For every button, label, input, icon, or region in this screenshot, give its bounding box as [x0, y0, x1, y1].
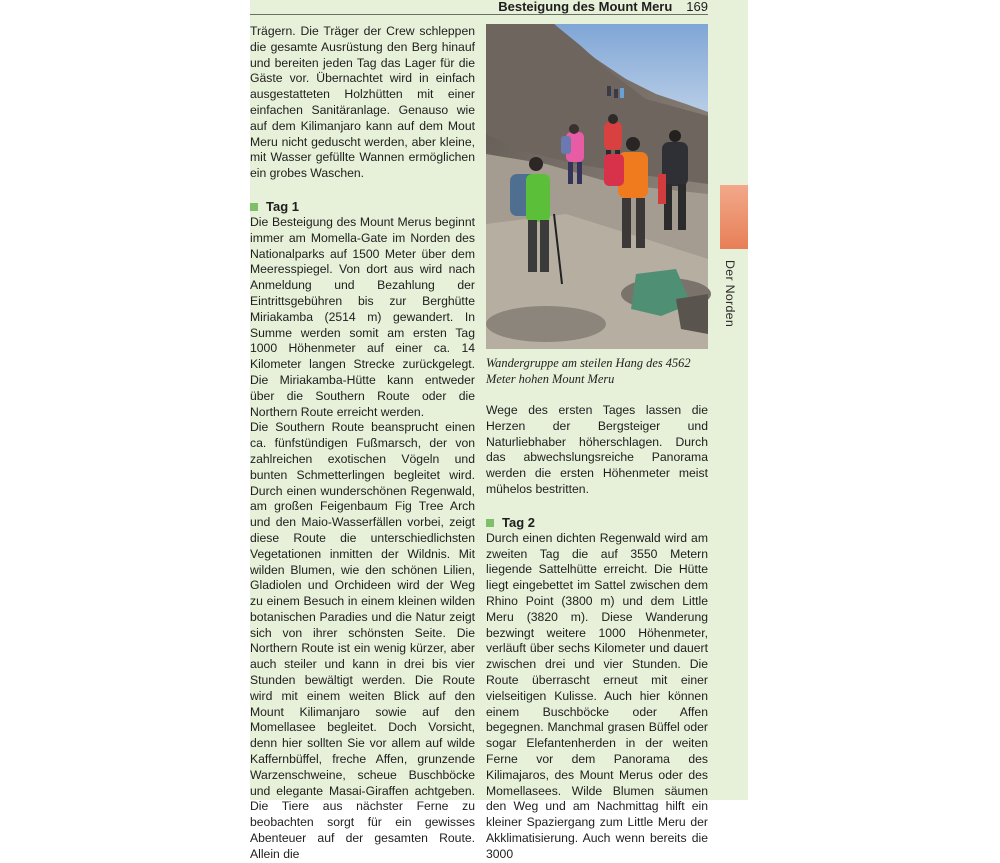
paragraph-continuation: Wege des ersten Tages lassen die Herzen der Bergsteiger und Naturliebhaber höherschlagen. Durch das abwechslungsreiche Panorama werden die ersten Höhenmeter meist mühelos bestritten.	[486, 403, 708, 496]
section-heading-text: Tag 2	[502, 514, 535, 530]
book-page	[250, 0, 748, 861]
section-heading-tag-1	[250, 199, 475, 215]
running-header	[250, 0, 708, 15]
paragraph-tag-2: Durch einen dichten Regenwald wird am zweiten Tag die auf 3550 Metern liegende Sattelhütte erreicht. Die Hütte liegt eingebettet im Sattel zwischen dem Rhino Point (3800 m) und dem Little Meru (3820 m). Diese Wanderung bezwingt weitere 1000 Höhenmeter, verläuft über sechs Kilometer und dauert zwischen drei und vier Stunden. Die Route überrascht erneut mit einer vielseitigen Kulisse. Auch hier können einem Buschböcke oder Affen begegnen. Manchmal grasen Büffel oder sogar Elefantenherden in der weiten Ferne vor dem Panorama des Kilimajaros, des Mount Merus oder des Momellasees. Wilde Blumen säumen den Weg und am Nachmittag hilft ein kleiner Spaziergang zum Little Meru der Akklimatisierung. Auch wenn bereits die 3000	[486, 530, 708, 861]
paragraph-routes: Die Southern Route beansprucht einen ca. fünfstündigen Fußmarsch, der von zahlreichen exotischen Vögeln und bunten Schmetterlingen begleitet wird. Durch einen wunderschönen Regenwald, am großen Feigenbaum Fig Tree Arch und den Maio-Wasserfällen vorbei, zeigt diese Route die unterschiedlichsten Vegetationen inmitten der Wildnis. Mit wilden Blumen, wie den schönen Lilien, Gladiolen und Orchideen wird der Weg zu einem Besuch in einem kleinen wilden botanischen Paradies und die Natur zeigt sich von ihrer schönsten Seite. Die Northern Route ist ein wenig kürzer, aber auch steiler und kann in drei bis vier Stunden bewältigt werden. Die Route wird mit einem weiten Blick auf den Mount Kilimanjaro sowie auf den Momellasee begleitet. Doch Vorsicht, denn hier sollten Sie vor allem auf wilde Kaffernbüffel, freche Affen, grunzende Warzenschweine, scheue Buschböcke und elegante Masai-Giraffen achtgeben. Die Tiere aus nächster Ferne zu beobachten sorgt für ein gewisses Abenteuer auf der gesamten Route. Allein die	[250, 420, 475, 861]
bullet-square-icon	[250, 203, 258, 211]
chapter-side-label: Der Norden	[723, 260, 737, 328]
chapter-title: Besteigung des Mount Meru	[498, 0, 673, 14]
right-column	[486, 403, 708, 863]
left-column	[250, 24, 475, 863]
section-heading-text: Tag 1	[266, 198, 299, 214]
chapter-color-tab	[720, 185, 748, 249]
paragraph-tag-1-start: Die Besteigung des Mount Merus beginnt immer am Momella-Gate im Norden des Nationalparks auf 1500 Meter über dem Meeresspiegel. Von dort aus wird nach Anmeldung und Bezahlung der Eintrittsgebühren bis zur Berghütte Miriakamba (2514 m) gewandert. In Summe werden somit am ersten Tag 1000 Höhenmeter auf einer ca. 14 Kilometer langen Strecke zurückgelegt. Die Miriakamba-Hütte kann entweder über die Southern Route oder die Northern Route erreicht werden.	[250, 214, 475, 419]
bullet-square-icon	[486, 519, 494, 527]
intro-paragraph: Trägern. Die Träger der Crew schleppen die gesamte Ausrüstung den Berg hinauf und bereiten jeden Tag das Lager für die Gäste vor. Übernachtet wird in einfach ausgestatteten Holzhütten mit einer einfachen Sanitäranlage. Genauso wie auf dem Kilimanjaro kann auf dem Mout Meru nicht geduscht werden, aber kleine, mit Wasser gefüllte Wannen ermöglichen ein grobes Waschen.	[250, 24, 475, 181]
hikers-photo	[486, 24, 708, 349]
photo-caption: Wandergruppe am steilen Hang des 4562 Meter hohen Mount Meru	[486, 356, 691, 386]
page-number: 169	[686, 0, 708, 14]
section-heading-tag-2	[486, 515, 708, 531]
